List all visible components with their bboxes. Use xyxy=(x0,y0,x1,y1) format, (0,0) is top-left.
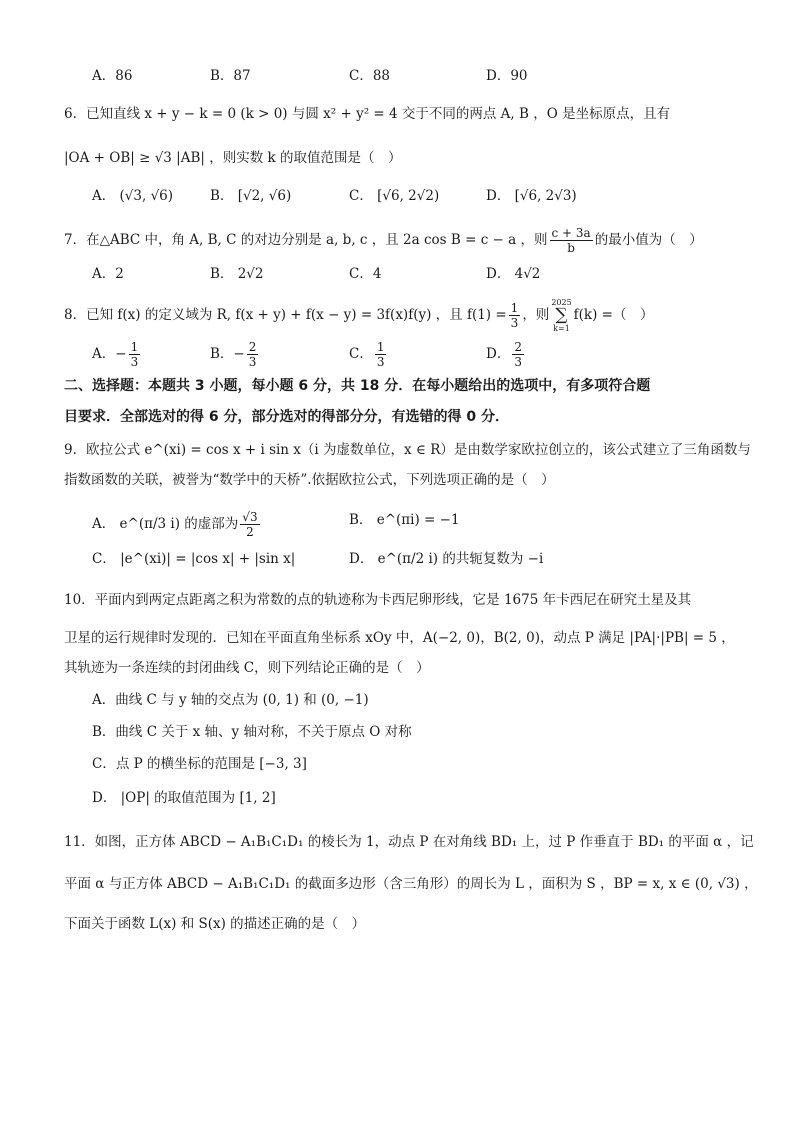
q9-option-a xyxy=(92,510,262,539)
q7-fraction-numerator: c + 3a xyxy=(551,226,591,240)
q11-stem-line1: 11．如图，正方体 ABCD − A₁B₁C₁D₁ 的棱长为 1，动点 P 在对角线 BD₁ 上，过 P 作垂直于 BD₁ 的平面 α ，记 xyxy=(64,834,754,850)
q8-text-1: 8．已知 f(x) 的定义域为 R, f(x + y) + f(x − y) = 3f(x)f(y) ，且 f(1) = xyxy=(64,307,507,323)
q8-option-a-label: A． xyxy=(92,346,116,362)
q8-option-d-num: 2 xyxy=(514,340,522,354)
q9-option-c: C． |e^(xi)| = |cos x| + |sin x| xyxy=(92,551,296,567)
q5-option-c: C．88 xyxy=(349,68,391,84)
q6-stem-line1: 6．已知直线 x + y − k = 0 (k > 0) 与圆 x² + y² = 4 交于不同的两点 A, B ，O 是坐标原点，且有 xyxy=(64,106,671,122)
q7-fraction-denominator: b xyxy=(567,241,575,255)
q9-stem-line2: 指数函数的关联，被誉为“数学中的天桥”.依据欧拉公式，下列选项正确的是（ ） xyxy=(64,472,555,488)
q8-option-b-label: B． xyxy=(210,346,234,362)
q6-option-a: A． (√3, √6) xyxy=(92,188,174,204)
q8-option-b: B．− $\frac{2}{3}$ xyxy=(210,340,257,369)
q9-option-a-num: √3 xyxy=(242,510,258,524)
q7-fraction xyxy=(550,226,593,255)
q8-value-fraction xyxy=(509,301,521,330)
q6-stem-line2: |OA + OB| ≥ √3 |AB| ，则实数 k 的取值范围是（ ） xyxy=(64,150,402,166)
q9-option-a-fraction xyxy=(240,510,259,539)
q9-option-a-den: 2 xyxy=(246,525,254,539)
q8-option-c-num: 1 xyxy=(376,340,385,354)
q10-option-d: D． |OP| 的取值范围为 [1, 2] xyxy=(92,790,276,806)
q8-option-a: A．− $\frac{1}{3}$ xyxy=(92,340,139,369)
q10-option-c: C．点 P 的横坐标的范围是 [−3, 3] xyxy=(92,756,307,772)
q7-option-b: B． 2√2 xyxy=(210,266,264,282)
q8-option-d xyxy=(486,340,526,369)
q7-text-2: 的最小值为（ ） xyxy=(594,232,703,248)
section-2-heading-line1: 二、选择题：本题共 3 小题，每小题 6 分，共 18 分．在每小题给出的选项中，有多项符合题 xyxy=(64,378,651,394)
q8-option-b-den: 3 xyxy=(248,355,257,369)
q10-option-a: A．曲线 C 与 y 轴的交点为 (0, 1) 和 (0, −1) xyxy=(92,692,369,708)
q7-option-c: C．4 xyxy=(349,266,382,282)
q8-value-denominator: 3 xyxy=(510,316,519,330)
q8-option-d-fraction xyxy=(512,340,524,369)
q5-option-b: B．87 xyxy=(210,68,251,84)
q9-option-a-text: A． e^(π/3 i) 的虚部为 xyxy=(92,516,239,532)
q9-option-d: D． e^(π/2 i) 的共轭复数为 −i xyxy=(349,551,544,567)
q10-option-b: B．曲线 C 关于 x 轴、y 轴对称，不关于原点 O 对称 xyxy=(92,724,412,740)
q7-stem xyxy=(64,226,703,255)
q8-option-a-num: 1 xyxy=(130,340,139,354)
q8-value-numerator: 1 xyxy=(510,301,519,315)
q5-option-d: D．90 xyxy=(486,68,528,84)
q8-option-c xyxy=(349,340,388,369)
q8-text-3: f(k) =（ ） xyxy=(573,307,654,323)
q9-option-b: B． e^(πi) = −1 xyxy=(349,512,460,528)
q8-stem xyxy=(64,298,654,333)
q8-text-2: ，则 xyxy=(522,307,550,323)
q10-stem-line3: 其轨迹为一条连续的封闭曲线 C，则下列结论正确的是（ ） xyxy=(64,660,430,676)
q8-option-c-label: C． xyxy=(349,346,373,362)
q5-option-a: A．86 xyxy=(92,68,133,84)
q11-stem-line2: 平面 α 与正方体 ABCD − A₁B₁C₁D₁ 的截面多边形（含三角形）的周长为 L ，面积为 S ，BP = x, x ∈ (0, √3) ， xyxy=(64,876,758,892)
q8-option-c-den: 3 xyxy=(376,355,385,369)
q7-option-d: D． 4√2 xyxy=(486,266,541,282)
q10-stem-line2: 卫星的运行规律时发现的．已知在平面直角坐标系 xOy 中，A(−2, 0)，B(2, 0)，动点 P 满足 |PA|·|PB| = 5 ， xyxy=(64,630,735,646)
q7-text-1: 7．在△ABC 中，角 A, B, C 的对边分别是 a, b, c ，且 2a cos B = c − a ，则 xyxy=(64,232,548,248)
q8-sum-upper: 2025 xyxy=(551,298,572,307)
q8-sum-sigma: ∑ xyxy=(555,305,568,325)
q6-option-c: C． [√6, 2√2) xyxy=(349,188,440,204)
q9-stem-line1: 9．欧拉公式 e^(xi) = cos x + i sin x（i 为虚数单位，x ∈ R）是由数学家欧拉创立的，该公式建立了三角函数与 xyxy=(64,442,751,458)
q8-option-a-den: 3 xyxy=(130,355,139,369)
q6-option-d: D． [√6, 2√3) xyxy=(486,188,577,204)
q8-option-d-label: D． xyxy=(486,346,511,362)
q6-option-b: B． [√2, √6) xyxy=(210,188,292,204)
q8-option-b-num: 2 xyxy=(248,340,257,354)
q8-sum-lower: k=1 xyxy=(553,324,570,333)
q8-summation xyxy=(551,298,571,333)
q7-option-a: A．2 xyxy=(92,266,124,282)
section-2-heading-line2: 目要求．全部选对的得 6 分，部分选对的得部分分，有选错的得 0 分． xyxy=(64,409,509,425)
q8-option-b-fraction xyxy=(247,340,259,369)
q8-option-d-den: 3 xyxy=(514,355,522,369)
q10-stem-line1: 10．平面内到两定点距离之积为常数的点的轨迹称为卡西尼卵形线，它是 1675 年卡西尼在研究土星及其 xyxy=(64,592,692,608)
q8-option-c-fraction xyxy=(375,340,387,369)
q11-stem-line3: 下面关于函数 L(x) 和 S(x) 的描述正确的是（ ） xyxy=(64,916,366,932)
q8-option-a-fraction xyxy=(129,340,141,369)
